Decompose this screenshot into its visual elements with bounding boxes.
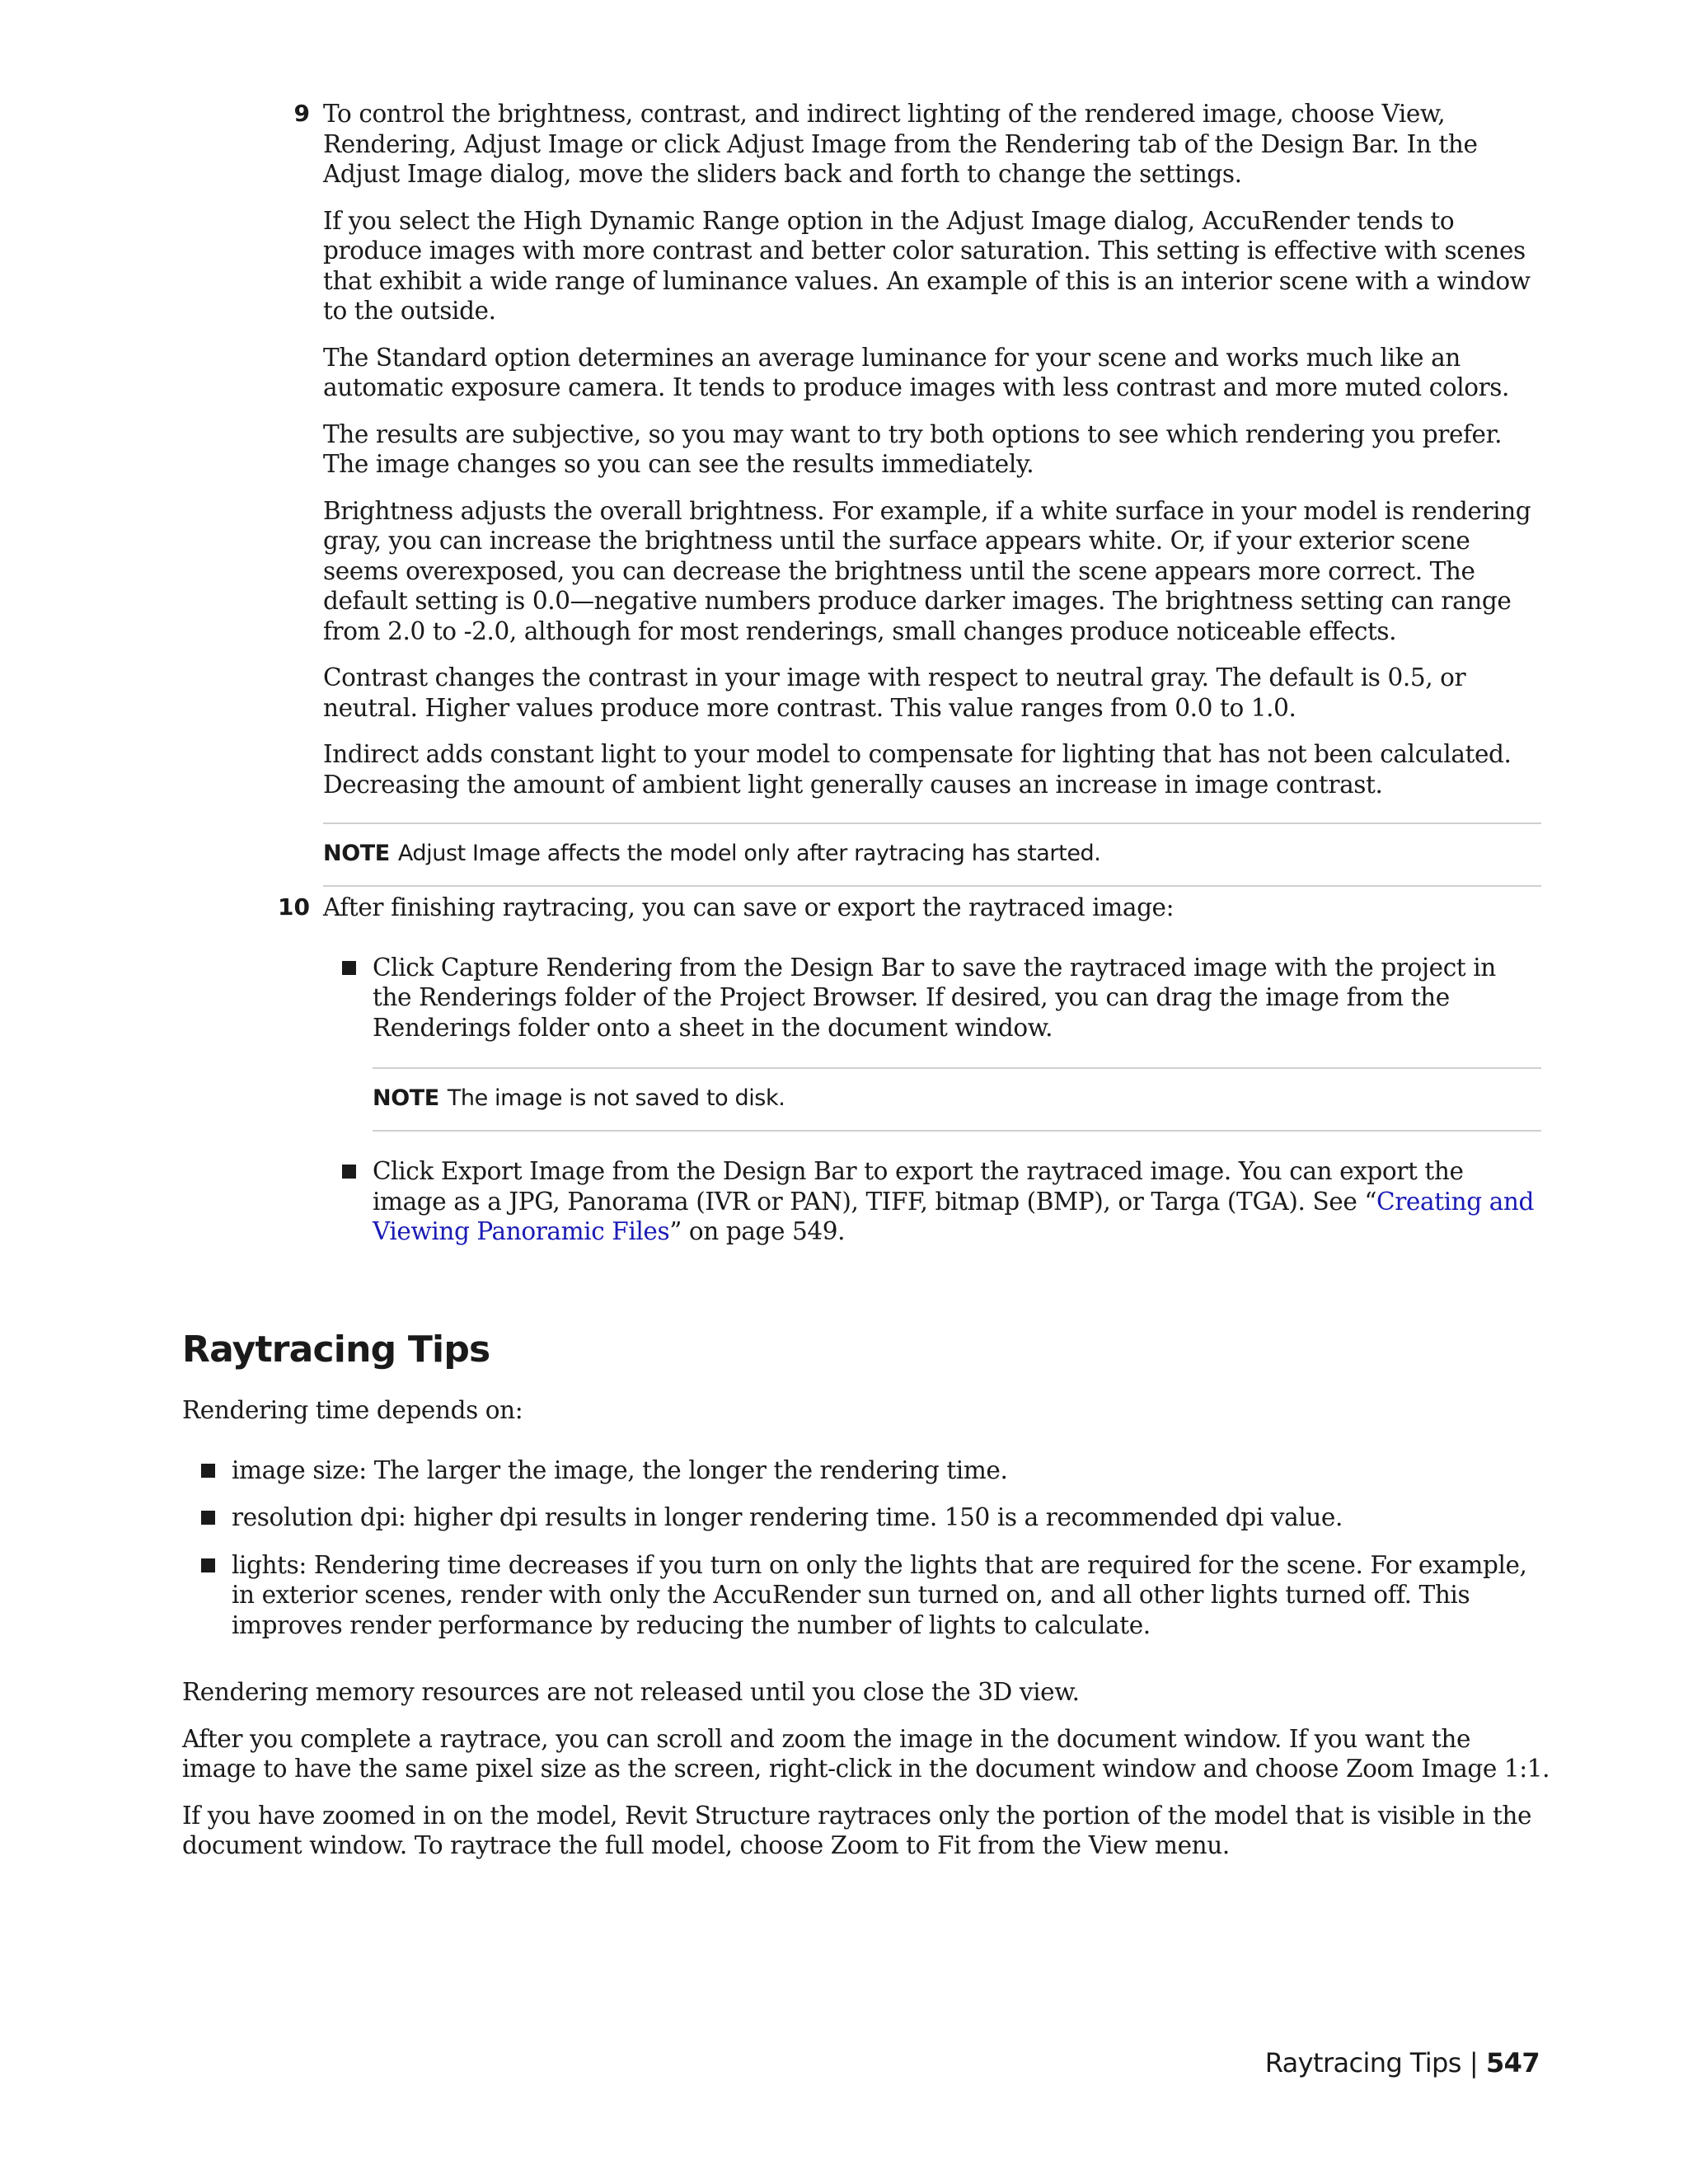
list-item — [323, 1156, 1541, 1247]
paragraph: After you complete a raytrace, you can scroll and zoom the image in the document window. If you want the image to have the same pixel size as the screen, right-click in the document window and choose Zoom Image 1:1. — [182, 1724, 1550, 1783]
paragraph: The results are subjective, so you may want to try both options to see which rendering you prefer. The image changes so you can see the results immediately. — [323, 419, 1503, 478]
note-container — [323, 1067, 1541, 1132]
bullet-text-part: ” on page 549. — [669, 1217, 846, 1245]
paragraph: The Standard option determines an average luminance for your scene and works much like an automatic exposure camera. It tends to produce images with less contrast and more muted colors. — [323, 343, 1510, 401]
paragraph: If you have zoomed in on the model, Revit Structure raytraces only the portion of the model that is visible in the document window. To raytrace the full model, choose Zoom to Fit from the View menu. — [182, 1801, 1532, 1859]
note-text: The image is not saved to disk. — [447, 1085, 785, 1111]
list-item — [323, 953, 1541, 1043]
list-item — [182, 1550, 1550, 1641]
paragraph: Rendering time depends on: — [182, 1396, 523, 1424]
paragraph: Indirect adds constant light to your model to compensate for lighting that has not been calculated. Decreasing the amount of ambient light generally causes an increase in image contrast. — [323, 740, 1512, 799]
step-9-body — [323, 99, 1541, 887]
bullet-text: Click Capture Rendering from the Design Bar to save the raytraced image with the project in the Renderings folder of the Project Browser. If desired, you can drag the image from the Renderings folder onto a sheet in the document window. — [373, 953, 1496, 1042]
section-body — [182, 1395, 1550, 1861]
paragraph: Rendering memory resources are not released until you close the 3D view. — [182, 1678, 1080, 1706]
footer-separator: | — [1469, 2047, 1478, 2079]
section-heading: Raytracing Tips — [182, 1329, 490, 1371]
step-number: 10 — [278, 893, 310, 921]
step-10-body — [323, 893, 1541, 1247]
list-item — [182, 1502, 1550, 1533]
cross-reference-link[interactable]: Creating and Viewing Panoramic Files — [373, 1187, 1534, 1245]
step-number: 9 — [293, 100, 310, 127]
paragraph: To control the brightness, contrast, and indirect lighting of the rendered image, choose View, Rendering, Adjust Image or click Adjust Image from the Rendering tab of the Design Bar. In the Adjust Image dialog, move the sliders back and forth to change the settings. — [323, 100, 1478, 188]
paragraph: After finishing raytracing, you can save or export the raytraced image: — [323, 893, 1175, 921]
bullet-text-part: Click Export Image from the Design Bar to export the raytraced image. You can export the image as a JPG, Panorama (IVR or PAN), TIFF, bitmap (BMP), or Targa (TGA). See “ — [373, 1157, 1464, 1216]
bullet-square-icon — [201, 1511, 215, 1525]
bullet-square-icon — [201, 1464, 215, 1478]
note-box — [373, 1067, 1541, 1132]
note-text: Adjust Image affects the model only after raytracing has started. — [397, 841, 1101, 866]
note-box — [323, 823, 1541, 887]
page-footer — [1265, 2046, 1540, 2079]
paragraph: Brightness adjusts the overall brightness. For example, if a white surface in your model is rendering gray, you can increase the brightness until the surface appears white. Or, if your exterior scene seems overexposed, you can decrease the brightness until the scene appears more correct. The default setting is 0.0—negative numbers produce darker images. The brightness setting can range from 2.0 to -2.0, although for most renderings, small changes produce noticeable effects. — [323, 496, 1531, 645]
list-item — [182, 1455, 1550, 1486]
bullet-square-icon — [342, 1165, 356, 1179]
note-label: NOTE — [373, 1085, 439, 1111]
list-item-text: lights: Rendering time decreases if you turn on only the lights that are required for the scene. For example, in exterior scenes, render with only the AccuRender sun turned on, and all other lights turned off. This improves render performance by reducing the number of lights to calculate. — [232, 1550, 1527, 1639]
bullet-square-icon — [342, 961, 356, 975]
bullet-square-icon — [201, 1558, 215, 1572]
list-item-text: image size: The larger the image, the longer the rendering time. — [232, 1455, 1008, 1484]
bullet-text — [373, 1156, 1541, 1247]
list-item-text: resolution dpi: higher dpi results in longer rendering time. 150 is a recommended dpi value. — [232, 1503, 1343, 1531]
note-label: NOTE — [323, 841, 390, 866]
paragraph: If you select the High Dynamic Range option in the Adjust Image dialog, AccuRender tends to produce images with more contrast and better color saturation. This setting is effective with scenes that exhibit a wide range of luminance values. An example of this is an interior scene with a window to the outside. — [323, 206, 1531, 325]
paragraph: Contrast changes the contrast in your image with respect to neutral gray. The default is 0.5, or neutral. Higher values produce more contrast. This value ranges from 0.0 to 1.0. — [323, 663, 1466, 722]
page-number: 547 — [1486, 2047, 1540, 2079]
footer-title: Raytracing Tips — [1264, 2047, 1461, 2079]
